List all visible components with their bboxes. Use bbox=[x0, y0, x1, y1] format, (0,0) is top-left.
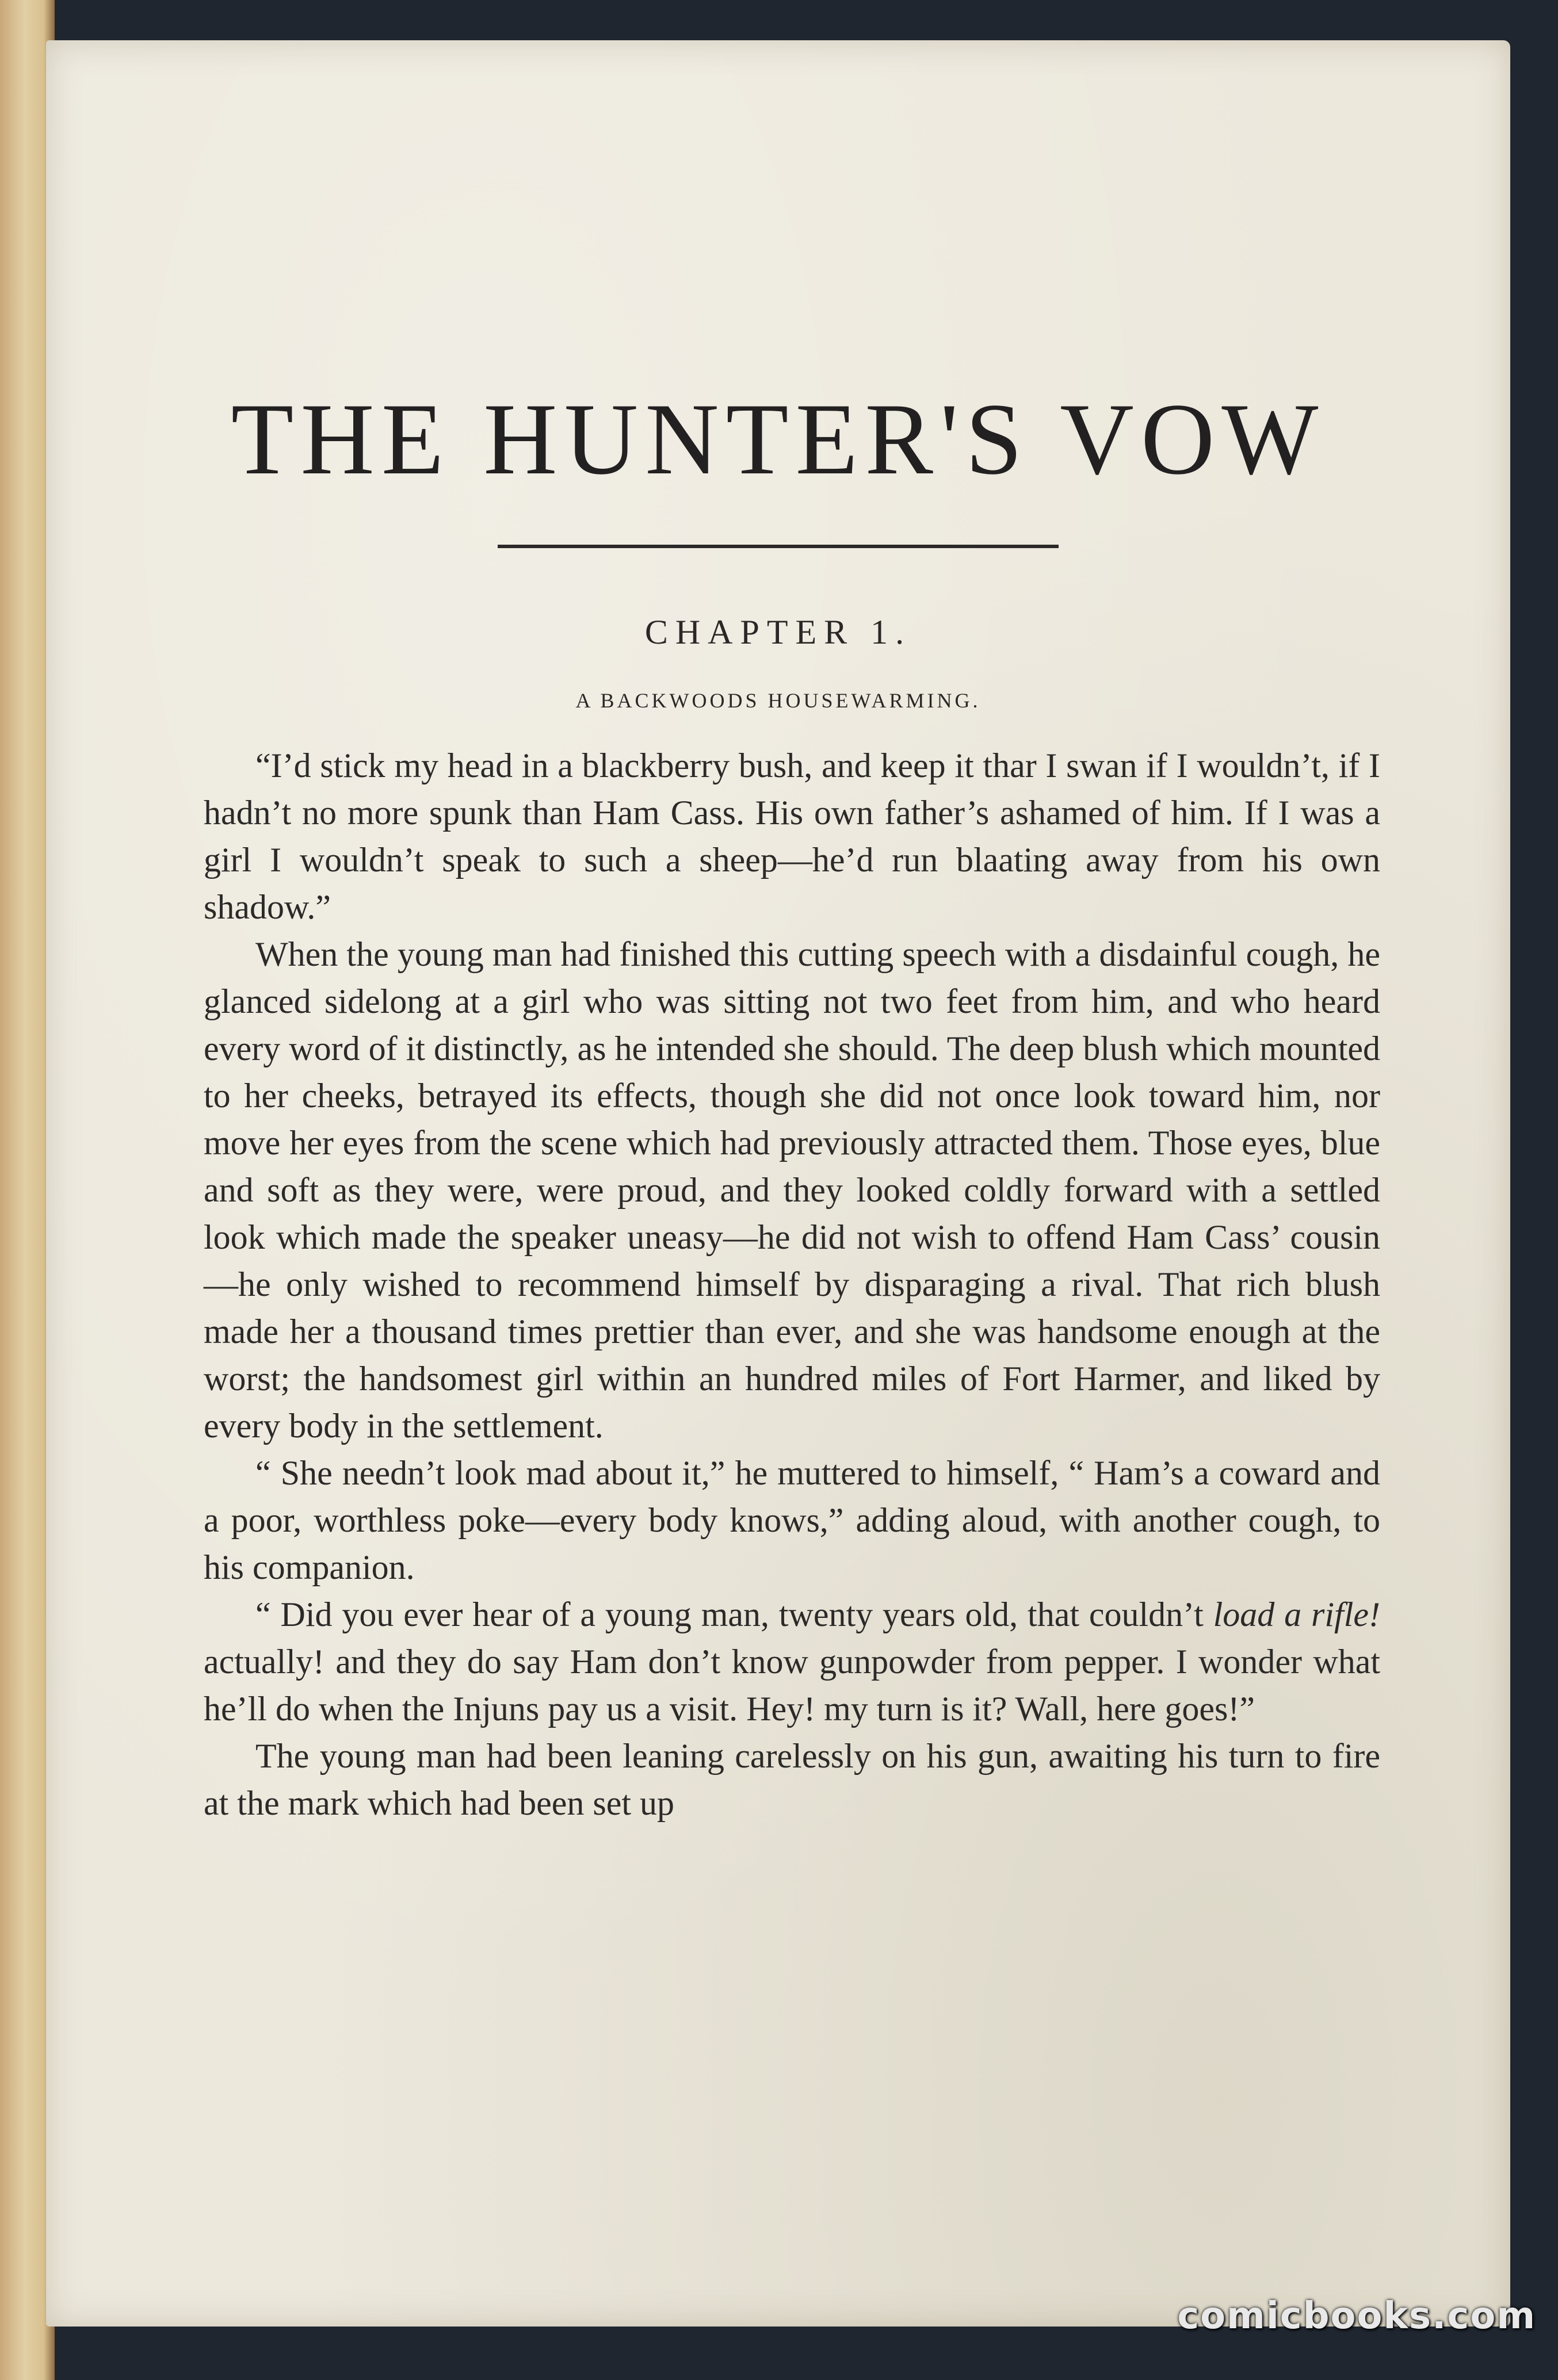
site-watermark: comicbooks.com bbox=[1177, 2295, 1536, 2337]
book-title: THE HUNTER'S VOW bbox=[231, 382, 1326, 496]
chapter-heading: CHAPTER 1. bbox=[644, 613, 912, 651]
paragraph bbox=[204, 1591, 1380, 1732]
italic-phrase: load a rifle! bbox=[1213, 1595, 1380, 1633]
title-divider bbox=[498, 545, 1059, 548]
paragraph: “ She needn’t look mad about it,” he muttered to himself, “ Ham’s a coward and a poor, worthless poke—every body knows,” adding aloud, with another cough, to his companion. bbox=[204, 1454, 1380, 1586]
paragraph-text: actually! and they do say Ham don’t know gunpowder from pepper. I wonder what he’ll do when the Injuns pay us a visit. Hey! my turn is it? Wall, here goes!” bbox=[204, 1643, 1380, 1728]
paragraph: When the young man had finished this cutting speech with a disdainful cough, he glanced sidelong at a girl who was sitting not two feet from him, and who heard every word of it distinctly, as he intended she should. The deep blush which mounted to her cheeks, betrayed its effects, though she did not once look toward him, nor move her eyes from the scene which had previously attracted them. Those eyes, blue and soft as they were, were proud, and they looked coldly forward with a settled look which made the speaker uneasy—he did not wish to offend Ham Cass’ cousin—he only wished to recommend himself by disparaging a rival. That rich blush made her a thousand times prettier than ever, and she was handsome enough at the worst; the handsomest girl within an hundred miles of Fort Harmer, and liked by every body in the settlement. bbox=[204, 935, 1380, 1445]
paragraph: “I’d stick my head in a blackberry bush, and keep it thar I swan if I wouldn’t, if I hadn’t no more spunk than Ham Cass. His own father’s ashamed of him. If I was a girl I wouldn’t speak to such a sheep—he’d run blaating away from his own shadow.” bbox=[204, 747, 1380, 926]
chapter-subtitle: A BACKWOODS HOUSEWARMING. bbox=[575, 689, 981, 712]
paragraph-text: “ Did you ever hear of a young man, twenty years old, that couldn’t bbox=[255, 1595, 1213, 1633]
book-page bbox=[46, 40, 1510, 2327]
body-text bbox=[204, 742, 1380, 1827]
paragraph: The young man had been leaning carelessly on his gun, awaiting his turn to fire at the mark which had been set up bbox=[204, 1737, 1380, 1822]
